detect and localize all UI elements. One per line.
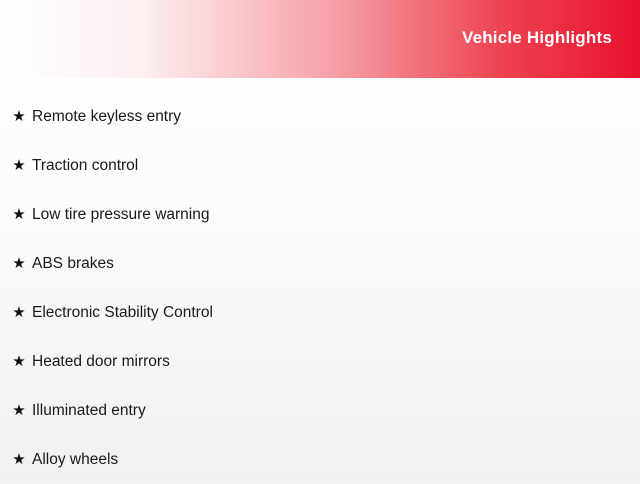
list-item	[0, 337, 640, 386]
list-item	[0, 92, 640, 141]
vehicle-highlights-list	[0, 78, 640, 484]
list-item	[0, 141, 640, 190]
feature-label: Low tire pressure warning	[32, 205, 210, 223]
page-header	[0, 0, 640, 78]
list-item	[0, 190, 640, 239]
list-item	[0, 435, 640, 484]
feature-label: Remote keyless entry	[32, 107, 182, 125]
star-icon: ★	[12, 255, 26, 272]
star-icon: ★	[12, 304, 26, 321]
star-icon: ★	[12, 108, 26, 125]
list-item	[0, 288, 640, 337]
page-title: Vehicle Highlights	[461, 28, 612, 47]
feature-label: Illuminated entry	[32, 401, 146, 419]
star-icon: ★	[12, 451, 26, 468]
feature-label: Electronic Stability Control	[32, 303, 213, 321]
star-icon: ★	[12, 402, 26, 419]
star-icon: ★	[12, 353, 26, 370]
feature-label: ABS brakes	[32, 254, 114, 272]
feature-label: Heated door mirrors	[32, 352, 170, 370]
star-icon: ★	[12, 157, 26, 174]
feature-label: Traction control	[32, 156, 139, 174]
list-item	[0, 386, 640, 435]
list-item	[0, 239, 640, 288]
star-icon: ★	[12, 206, 26, 223]
feature-label: Alloy wheels	[32, 450, 119, 468]
